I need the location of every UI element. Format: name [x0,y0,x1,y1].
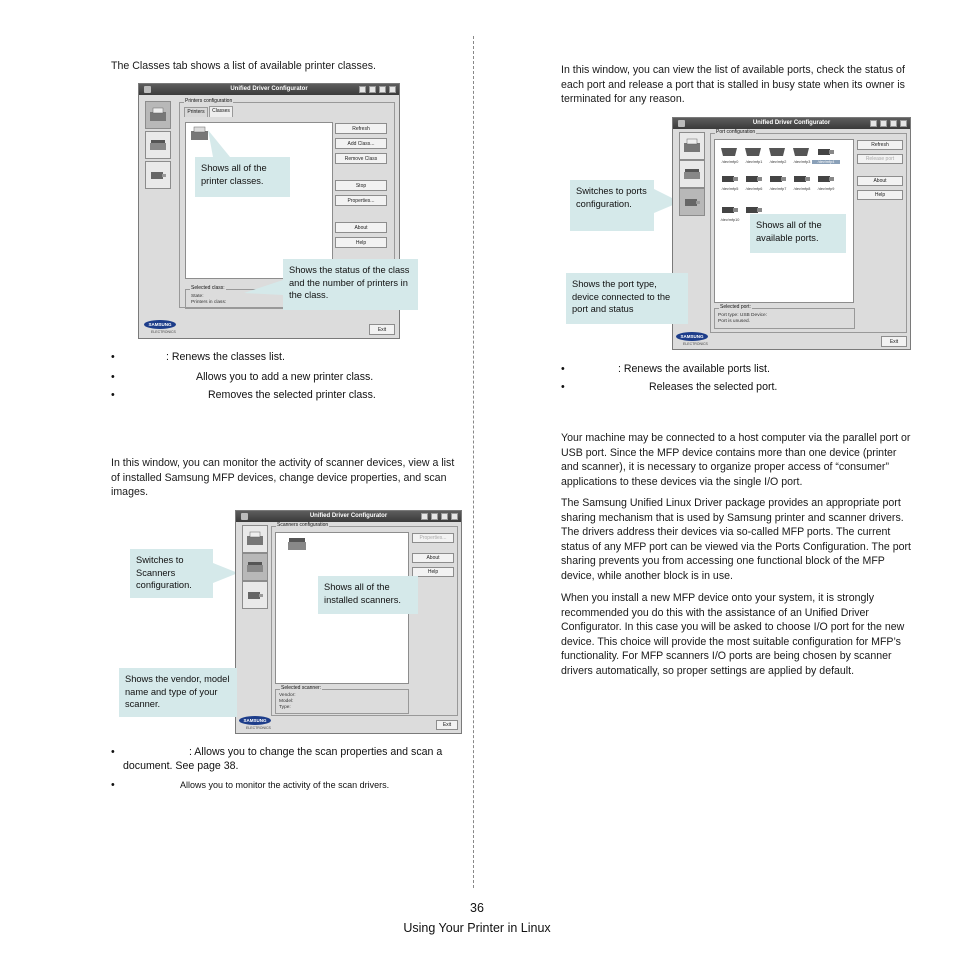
callout-printer-classes: Shows all of the printer classes. [195,157,290,197]
samsung-logo: SAMSUNG [676,332,708,341]
window-title: Unified Driver Configurator [309,513,388,519]
app-icon [241,513,248,520]
scanner-device-icon [286,535,310,553]
printer-icon [245,530,265,548]
selected-scanner-label: Selected scanner: [281,685,322,691]
minimize-icon[interactable] [431,513,438,520]
callout-port-type: Shows the port type, device connected to the port and status [566,273,688,324]
footer-chapter: Using Your Printer in Linux [403,921,551,935]
printers-in-class-label: Printers in class: [191,300,227,305]
maximize-icon[interactable] [441,513,448,520]
port-item[interactable]: /dev/mfp7 [767,171,789,191]
minimize-icon[interactable] [880,120,887,127]
help-button[interactable]: Help [412,567,454,577]
exit-button[interactable]: Exit [436,720,458,730]
port-item[interactable]: /dev/mfp9 [815,171,837,191]
usb-port-icon [767,171,789,186]
usb-port-icon [719,171,741,186]
sidebar-scanners-button[interactable] [242,553,268,581]
about-button[interactable]: About [412,553,454,563]
properties-button[interactable]: Properties... [412,533,454,543]
scanner-icon [682,165,702,183]
add-class-button[interactable]: Add Class... [335,138,387,149]
classes-intro: The Classes tab shows a list of available printer classes. [111,60,376,72]
port-item[interactable]: /dev/mfp3 [791,144,813,164]
logo-subtitle: ELECTRONICS [151,330,176,334]
exit-button[interactable]: Exit [881,336,907,347]
samsung-logo: SAMSUNG [144,320,176,329]
window-title: Unified Driver Configurator [752,120,831,126]
maximize-icon[interactable] [890,120,897,127]
callout-installed-scanners: Shows all of the installed scanners. [318,576,418,614]
usb-port-icon [791,171,813,186]
sidebar-printers-button[interactable] [679,132,705,160]
remove-class-button[interactable]: Remove Class [335,153,387,164]
logo-subtitle: ELECTRONICS [246,726,271,730]
port-item[interactable]: /dev/mfp10 [719,202,741,222]
paragraph-ports-sharing-3: When you install a new MFP device onto your system, it is strongly recommended you do this with the assistance of an Unified Driver Configurator. In this case you will be asked to choose I/O port for the new device. This choice will provide the most suitable configuration for MFP’s functionality. For MFP scanners I/O ports are being chosen by scanner drivers automatically, so proper settings are applied by default. [561,592,905,677]
logo-subtitle: ELECTRONICS [683,342,708,346]
port-item[interactable]: /dev/mfp0 [719,144,741,164]
usb-port-icon [815,171,837,186]
port-icon [682,193,702,211]
window-titlebar [673,118,910,129]
about-button[interactable]: About [335,222,387,233]
port-item[interactable]: /dev/mfp1 [743,144,765,164]
stop-button[interactable]: Stop [335,180,387,191]
port-status-line: Port is unused. [718,319,750,324]
tab-classes[interactable]: Classes [209,106,233,117]
samsung-logo: SAMSUNG [239,716,271,725]
type-label: Type: [279,705,291,710]
tab-printers[interactable]: Printers [184,107,208,117]
refresh-button[interactable]: Refresh [335,123,387,134]
port-item[interactable]: /dev/mfp2 [767,144,789,164]
page-number: 36 [470,901,484,915]
close-icon[interactable] [451,513,458,520]
callout-scanner-vendor: Shows the vendor, model name and type of your scanner. [119,668,237,717]
selected-class-label: Selected class: [191,285,225,291]
scanner-intro: In this window, you can monitor the activity of scanner devices, view a list of installed Samsung MFP devices, change device properties, and scan images. [111,457,455,499]
port-type-line: Port type: USB Device: [718,313,768,318]
close-icon[interactable] [900,120,907,127]
group-label: Scanners configuration [277,522,329,528]
callout-switch-scanners: Switches to Scanners configuration. [130,549,213,598]
selected-port-label: Selected port: [720,304,751,310]
port-item[interactable]: /dev/mfp5 [719,171,741,191]
usb-port-icon [743,171,765,186]
port-icon [245,586,265,604]
sidebar-ports-button[interactable] [679,188,705,216]
sidebar-ports-button[interactable] [242,581,268,609]
parallel-port-icon [743,144,765,159]
paragraph-ports-sharing-2: The Samsung Unified Linux Driver package provides an appropriate port sharing mechanism that is used by Samsung printer and scanner drivers. The drivers address their devices via so-called MFP ports. The current status of any MFP port can be viewed via the Ports Configuration. The port sharing prevents you from accessing one functional block of the MFP device, while another block is in use. [561,497,911,582]
exit-button[interactable]: Exit [369,324,395,335]
help-button[interactable]: Help [335,237,387,248]
port-item-selected[interactable]: /dev/mfp4 [815,144,837,164]
scanner-icon [245,558,265,576]
callout-class-status: Shows the status of the class and the number of printers in the class. [283,259,418,310]
refresh-button[interactable]: Refresh [857,140,903,150]
group-label: Printers configuration [185,98,233,104]
printer-icon [682,137,702,155]
group-label: Port configuration [716,129,756,135]
callout-available-ports: Shows all of the available ports. [750,214,846,253]
help-icon[interactable] [421,513,428,520]
release-port-button[interactable]: Release port [857,154,903,164]
window-title: Unified Driver Configurator [230,86,308,92]
port-item[interactable]: /dev/mfp6 [743,171,765,191]
scanners-window [235,510,462,734]
sidebar-scanners-button[interactable] [679,160,705,188]
sidebar-printers-button[interactable] [242,525,268,553]
usb-port-icon [815,144,837,159]
column-divider [473,36,474,888]
port-item[interactable]: /dev/mfp8 [791,171,813,191]
model-label: Model: [279,699,294,704]
help-icon[interactable] [870,120,877,127]
app-icon [678,120,685,127]
parallel-port-icon [719,144,741,159]
about-button[interactable]: About [857,176,903,186]
window-titlebar [236,511,461,522]
usb-port-icon [719,202,741,217]
parallel-port-icon [791,144,813,159]
parallel-port-icon [767,144,789,159]
ports-intro: In this window, you can view the list of available ports, check the status of each port and release a port that is stalled in busy state when its owner is terminated for any reason. [561,64,905,106]
help-button[interactable]: Help [857,190,903,200]
state-label: State: [191,294,204,299]
properties-button[interactable]: Properties... [335,195,387,206]
paragraph-ports-sharing-1: Your machine may be connected to a host computer via the parallel port or USB port. Since the MFP device contains more than one device (printer and scanner), it is necessary to organize proper access of “consumer” applications to these devices via the single I/O port. [561,432,911,488]
callout-switch-ports: Switches to ports configuration. [570,180,654,231]
vendor-label: Vendor: [279,693,296,698]
